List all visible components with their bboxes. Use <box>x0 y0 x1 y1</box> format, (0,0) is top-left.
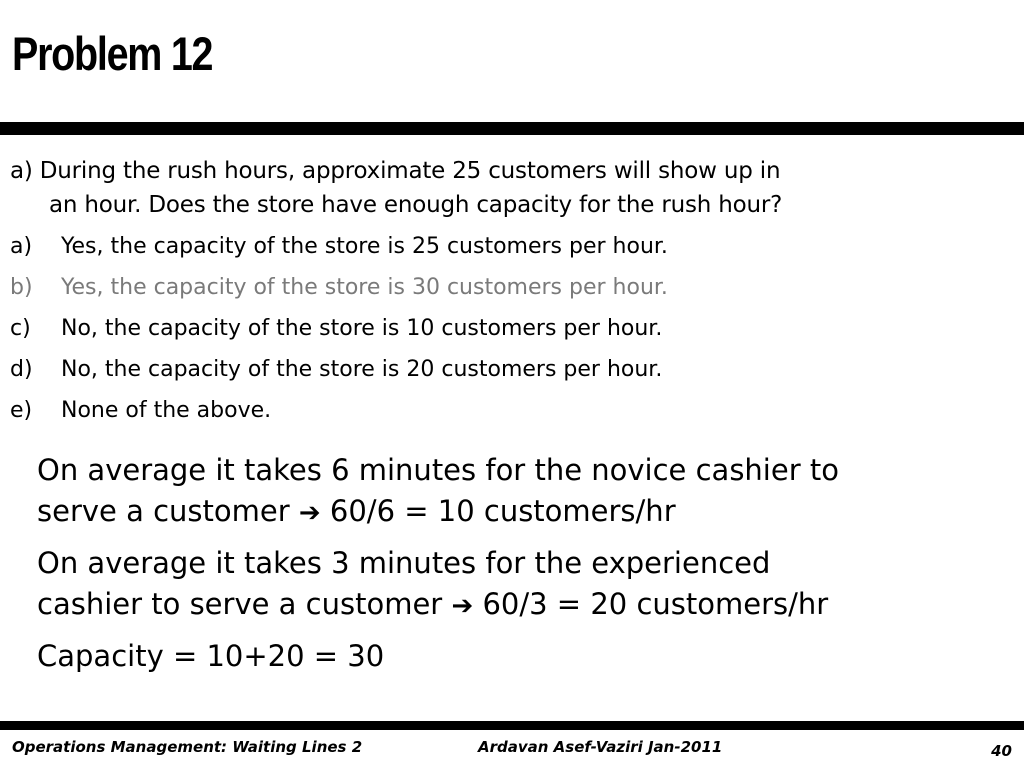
title-divider <box>0 122 1024 135</box>
option-letter: d) <box>10 357 33 382</box>
explanation-novice <box>37 450 1017 534</box>
slide-title: Problem 12 <box>12 27 213 80</box>
question-line-2: an hour. Does the store have enough capacity for the rush hour? <box>49 192 783 218</box>
explanation-line: cashier to serve a customer <box>37 587 443 621</box>
question-text <box>10 154 1020 222</box>
explanation-line: serve a customer <box>37 494 290 528</box>
option-letter: c) <box>10 316 31 341</box>
footer-divider <box>0 721 1024 730</box>
explanation-result: 60/6 = 10 customers/hr <box>329 494 676 528</box>
explanation-result: 60/3 = 20 customers/hr <box>482 587 829 621</box>
explanation-line: On average it takes 6 minutes for the novice cashier to <box>37 453 839 487</box>
footer-author: Ardavan Asef-Vaziri Jan-2011 <box>478 738 723 756</box>
answer-explanation <box>37 450 1017 686</box>
question-line-1: a) During the rush hours, approximate 25 customers will show up in <box>10 158 781 184</box>
explanation-line: On average it takes 3 minutes for the experienced <box>37 546 771 580</box>
option-letter: a) <box>10 234 33 259</box>
option-a <box>10 226 668 267</box>
explanation-experienced <box>37 543 1017 627</box>
right-arrow-icon: ➔ <box>451 591 474 621</box>
option-letter: b) <box>10 275 33 300</box>
page-number: 40 <box>991 742 1012 760</box>
option-b <box>10 267 668 308</box>
option-letter: e) <box>10 398 33 423</box>
option-text: Yes, the capacity of the store is 25 customers per hour. <box>61 234 668 259</box>
option-text: No, the capacity of the store is 10 customers per hour. <box>61 316 663 341</box>
option-text: No, the capacity of the store is 20 customers per hour. <box>61 357 663 382</box>
option-e <box>10 390 668 431</box>
option-c <box>10 308 668 349</box>
option-text: None of the above. <box>61 398 272 423</box>
footer-course: Operations Management: Waiting Lines 2 <box>12 738 363 756</box>
explanation-capacity: Capacity = 10+20 = 30 <box>37 639 385 673</box>
right-arrow-icon: ➔ <box>298 498 321 528</box>
option-d <box>10 349 668 390</box>
answer-options-list <box>10 226 668 431</box>
option-text: Yes, the capacity of the store is 30 customers per hour. <box>61 275 668 300</box>
